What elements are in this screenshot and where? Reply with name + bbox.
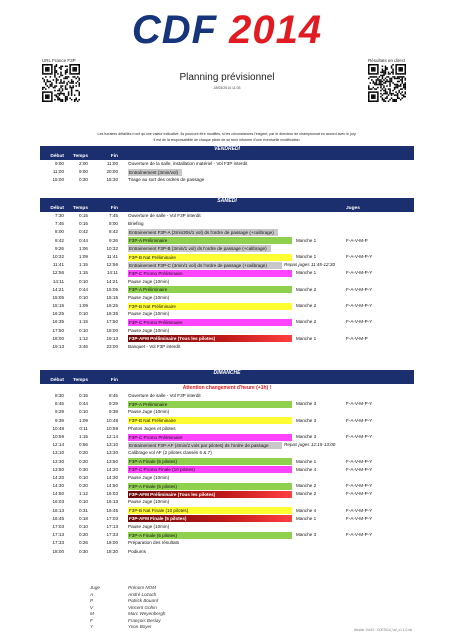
col-juges-label: Juges [346,206,360,211]
round-label: Manche 3 [296,532,317,538]
duration: 0:44 [79,286,88,292]
end-time: 11:41 [106,253,118,259]
end-time: 9:26 [109,237,118,243]
end-time: 14:50 [106,483,118,489]
column-header [40,377,414,384]
schedule-row [40,433,414,441]
qr-left-label: URL France F3P [42,58,76,63]
activity: F3P-AFM Finale (5 pilotes) [128,515,292,522]
judges-code: F-A-V-M-P-Y [346,319,373,325]
activity: Pause Juge (10min) [128,311,170,317]
activity: Préparation des résultats [128,540,180,546]
end-time: 9:29 [109,401,118,407]
duration: 1:15 [79,319,88,325]
duration: 0:20 [79,450,88,456]
schedule-row [40,507,414,515]
end-time: 10:59 [106,425,118,431]
end-time: 10:32 [106,245,118,251]
time-change-alert: Attention changement d'heure (+1h) ! [182,385,272,391]
col-debut-label: Début [50,378,64,383]
round-label: Manche 1 [296,270,317,276]
duration: 0:56 [79,442,88,448]
duration: 0:30 [79,548,88,554]
duration: 0:18 [79,515,88,521]
schedule-row [40,474,414,482]
activity: F3P-B Nat Finale (10 pilotes) [128,507,292,514]
start-time: 12:14 [52,442,64,448]
end-time: 12:14 [106,433,118,439]
col-temps-label: Temps [72,378,88,383]
start-time: 17:50 [52,327,64,333]
round-label: Manche 2 [296,286,317,292]
end-time: 11:00 [106,161,118,166]
end-time: 16:03 [106,491,118,497]
activity: F3P-C Promo Préliminaire [128,319,292,326]
start-time: 10:59 [52,433,64,439]
schedule-row [40,176,414,184]
activity: F3P-A Préliminaire [128,401,292,408]
duration: 3:46 [79,344,88,349]
activity: Pause Juge (10min) [128,524,170,529]
end-time: 20:00 [106,169,118,175]
judge-row [40,624,240,631]
end-time: 13:30 [106,450,118,456]
duration: 0:30 [79,177,88,183]
judge-key: Y [90,624,94,629]
activity: F3P-A Finale (5 pilotes) [128,458,292,465]
activity: Tirage au sort des ordres de passage [128,177,205,183]
schedule-row [40,253,414,261]
schedule-row [40,458,414,466]
end-time: 17:13 [106,524,118,529]
end-time: 15:30 [106,177,118,183]
start-time: 18:00 [52,335,64,341]
duration: 0:44 [79,401,88,407]
end-time: 15:05 [106,286,118,292]
judge-name: Patrick Bouard [128,598,159,603]
judges-code: F-A-V-M-P-Y [346,458,373,464]
start-time: 8:30 [55,393,64,398]
activity: Entrainement F3P-C (3min/1 vol) ds l'ordre de passage (+calibrage) [128,262,282,269]
start-time: 7:30 [55,213,64,218]
activity: Calibrage vol AF (2 pilotes classés 6 & 7) [128,450,212,456]
round-label: Manche 1 [296,237,317,243]
judges-code: F-A-V-M-P-Y [346,515,373,521]
duration: 1:15 [79,433,88,439]
round-label: Manche 4 [296,507,317,513]
schedule-row [40,327,414,335]
end-time: 14:30 [106,474,118,480]
duration: 0:20 [79,483,88,489]
end-time: 12:56 [106,262,118,268]
activity: Entrainement F3P-B (3min/1 vol) ds l'ordre de passage (+calibrage) [128,245,271,252]
round-label: Manche 2 [296,483,317,489]
duration: 0:11 [79,425,88,431]
end-time: 13:10 [106,442,118,448]
start-time: 9:39 [55,417,64,423]
start-time: 14:21 [52,286,64,292]
judge-key: P [90,598,94,603]
schedule-row [40,168,414,176]
end-time: 14:20 [106,466,118,472]
activity: F3P-B Nat Préliminaire [128,254,292,261]
end-time: 16:35 [106,311,118,317]
judge-name: Yvon Boyer [128,624,152,629]
round-label: Manche 3 [296,401,317,407]
duration: 0:31 [79,507,88,513]
judges-code: F-A-V-M-P [346,237,368,243]
start-time: 9:26 [55,245,64,251]
activity: Pause Juge (10min) [128,278,170,284]
activity: Briefing [128,221,144,227]
end-time: 17:03 [106,515,118,521]
duration: 0:20 [79,458,88,464]
schedule-row [40,294,414,302]
activity: Ouverture de salle - Vol F3P interdit [128,213,201,218]
duration: 0:10 [79,474,88,480]
activity: F3P-AFM Préliminaire (Tous les pilotes) [128,335,292,342]
end-time: 19:13 [106,335,118,341]
activity: F3P-A Préliminaire [128,237,292,244]
activity: Podiums [128,548,146,554]
duration: 0:10 [79,524,88,529]
judges-meal-note: Repas juges 11:45-12:30 [284,262,335,268]
col-temps-label: Temps [72,154,88,159]
schedule-row [40,228,414,236]
judges-code: F-A-V-M-P-Y [346,286,373,292]
col-debut-label: Début [50,206,64,211]
start-time: 13:50 [52,466,64,472]
duration: 0:15 [79,213,88,218]
col-fin-label: Fin [110,378,118,383]
judge-name: Marc Weyenbergh [128,611,166,616]
activity: F3P-A Finale (5 pilotes) [128,532,292,539]
judges-code: F-A-V-M-P-Y [346,532,373,538]
schedule-row [40,343,414,351]
activity: Photos Juges et pilotes [128,425,176,431]
start-time: 13:10 [52,450,64,456]
judges-code: F-A-V-M-P-Y [346,507,373,513]
schedule-row [40,425,414,433]
planning-title: Planning prévisionnel [179,72,275,83]
day-header: DIMANCHE [40,370,414,377]
start-time: 16:13 [52,507,64,513]
schedule-row [40,220,414,228]
judges-code: F-A-V-M-P-Y [346,433,373,439]
end-time: 17:33 [106,532,118,538]
disclaimer-line: Les horaires détaillés n'ont qu'une valeur indicative. Ils pourront être modifiés, si les circonstances l'exigent, par le directeur de championnat en accord avec le jury. [97,132,357,136]
end-time: 7:45 [109,213,118,218]
judge-key: F [90,617,93,623]
schedule-row [40,482,414,490]
round-label: Manche 4 [296,466,317,472]
judge-key: M [90,611,94,616]
start-time: 8:42 [55,237,64,243]
day-header: SAMEDI [40,198,414,205]
judge-name: François Beslay [128,617,161,623]
start-time: 16:03 [52,499,64,505]
schedule-row [40,318,414,326]
schedule-row [40,498,414,506]
activity: Entrainement F3P-A (3min30s/1 vol) ds l'ordre de passage (+calibrage) [128,229,278,236]
activity: Banquet - Vol F3P interdit [128,344,181,349]
title-year: 2014 [229,8,323,52]
day-header: VENDREDI [40,146,414,153]
start-time: 7:45 [55,221,64,227]
end-time: 18:30 [106,548,118,554]
duration: 1:12 [79,335,88,341]
duration: 0:42 [79,229,88,235]
activity: Ouverture de salle - Vol F3P interdit [128,393,201,398]
start-time: 8:00 [55,229,64,235]
activity: Pause Juge (10min) [128,294,170,300]
duration: 2:00 [79,161,88,166]
qr-code-left[interactable] [42,64,80,102]
start-time: 14:30 [52,483,64,489]
schedule-row [40,539,414,547]
col-temps-label: Temps [72,206,88,211]
activity: F3P-A Finale (5 pilotes) [128,483,292,490]
start-time: 16:25 [52,311,64,317]
activity: F3P-C Promo Préliminaire [128,270,292,277]
schedule-row [40,400,414,408]
end-time: 15:15 [106,294,118,300]
duration: 1:06 [79,245,88,251]
round-label: Manche 2 [296,303,317,309]
end-time: 17:50 [106,319,118,325]
activity: Pause Juge (10min) [128,474,170,480]
judges-meal-note: Repas juges 12:15-13:00 [284,442,336,448]
round-label: Manche 2 [296,491,317,497]
judge-key: A [90,591,94,597]
activity: Pause Juge (10min) [128,409,170,415]
judges-code: F-A-V-M-P-Y [346,466,373,472]
schedule-row [40,286,414,294]
schedule-row [40,278,414,286]
day-vendredi [40,146,414,185]
start-time: 15:15 [52,303,64,309]
activity: Entrainement F3P-AF (4min/2 vols par pilotes) ds l'ordre de passage [128,442,282,449]
activity: Pause Juge (10min) [128,327,170,333]
duration: 0:10 [79,327,88,333]
duration: 0:26 [79,540,88,546]
start-time: 14:11 [52,278,64,284]
activity: F3P-B Nat Préliminaire [128,417,292,424]
schedule-row [40,441,414,449]
start-time: 10:48 [52,425,64,431]
round-label: Manche 1 [296,458,317,464]
start-time: 15:00 [52,177,64,183]
day-dimanche [40,370,414,556]
activity: F3P-A Préliminaire [128,286,292,293]
column-header [40,153,414,160]
start-time: 9:00 [55,161,64,166]
start-time: 11:41 [52,262,64,268]
start-time: 15:05 [52,294,64,300]
end-time: 8:00 [109,221,118,227]
end-time: 9:39 [109,409,118,415]
start-time: 18:00 [52,548,64,554]
duration: 1:09 [79,253,88,259]
duration: 1:15 [79,262,88,268]
duration: 0:10 [79,294,88,300]
start-time: 17:33 [52,540,64,546]
duration: 1:15 [79,270,88,276]
schedule-row [40,212,414,220]
end-time: 8:42 [109,229,118,235]
judges-code: F-A-V-M-P-Y [346,303,373,309]
end-time: 23:00 [106,344,118,349]
col-fin-label: Fin [110,206,118,211]
judges-code: F-A-V-M-P [346,335,368,341]
col-debut-label: Début [50,154,64,159]
start-time: 17:03 [52,524,64,529]
start-time: 14:50 [52,491,64,497]
judges-code: F-A-V-M-P-Y [346,417,373,423]
qr-right-label: Résultats en direct [368,58,406,63]
start-time: 14:20 [52,474,64,480]
schedule-row [40,245,414,253]
title-cdf: CDF [131,8,218,52]
start-time: 16:35 [52,319,64,325]
judge-key: V [90,604,94,610]
start-time: 8:45 [55,401,64,407]
schedule-row [40,335,414,343]
schedule-row [40,417,414,425]
duration: 1:09 [79,417,88,423]
start-time: 9:29 [55,409,64,415]
duration: 0:10 [79,409,88,415]
schedule-row [40,237,414,245]
start-time: 13:30 [52,458,64,464]
end-time: 14:11 [106,270,118,276]
start-time: 17:13 [52,532,64,538]
schedule-row [40,548,414,556]
judge-key-header: Juge [90,585,100,590]
activity: F3P-C Promo Finale (10 pilotes) [128,466,292,473]
judges-code: F-A-V-M-P-Y [346,401,373,407]
duration: 0:10 [79,311,88,317]
activity: F3P-C Promo Préliminaire [128,434,292,441]
duration: 0:10 [79,278,88,284]
activity: F3P-B Nat Préliminaire [128,303,292,310]
duration: 1:09 [79,303,88,309]
disclaimer [40,132,414,143]
footer-version: Version 1/4/14 · CDF2014_Vol_v1.1.0.xls [353,628,412,632]
end-time: 8:45 [109,393,118,398]
disclaimer-line: Il est de la responsabilité de chaque pilote de se tenir informer d'une éventuelle modification. [153,137,301,142]
duration: 1:12 [79,491,88,497]
end-time: 16:45 [106,507,118,513]
round-label: Manche 3 [296,417,317,423]
end-time: 16:13 [106,499,118,505]
round-label: Manche 2 [296,319,317,325]
duration: 0:30 [79,466,88,472]
end-time: 18:00 [106,327,118,333]
judge-name: Vincent Gohin [128,604,157,610]
duration: 0:15 [79,393,88,398]
start-time: 11:00 [52,169,64,175]
start-time: 16:45 [52,515,64,521]
schedule-row [40,466,414,474]
round-label: Manche 3 [296,433,317,439]
judges-code: F-A-V-M-P-Y [346,270,373,276]
round-label: Manche 1 [296,253,317,259]
start-time: 10:32 [52,253,64,259]
activity: Entraînement (3min/vol) [128,169,182,176]
schedule-row [40,160,414,168]
judges-code: F-A-V-M-P-Y [346,253,373,259]
end-time: 13:50 [106,458,118,464]
duration: 9:00 [79,169,88,175]
schedule-row [40,523,414,531]
col-fin-label: Fin [110,154,118,159]
schedule-row [40,490,414,498]
duration: 0:15 [79,221,88,227]
event-title [0,8,454,52]
duration: 0:44 [79,237,88,243]
schedule-row [40,261,414,269]
judge-name: André Lozach [128,591,157,597]
activity: Pause Juge (10min) [128,499,170,505]
planning-date: 28/03/2014 11:03 [213,86,241,90]
schedule-row [40,310,414,318]
judges-code: F-A-V-M-P-Y [346,483,373,489]
schedule-row [40,408,414,416]
end-time: 16:25 [106,303,118,309]
end-time: 14:21 [106,278,118,284]
start-time: 12:56 [52,270,64,276]
judges-code: F-A-V-M-P-Y [346,491,373,497]
qr-code-right[interactable] [368,64,406,102]
schedule-row [40,531,414,539]
activity: Ouverture de la salle, installation matériel - Vol F3P interdit [128,161,248,166]
start-time: 19:13 [52,344,64,349]
activity: F3P-AFM Préliminaire (Tous les pilotes) [128,491,292,498]
schedule-row [40,302,414,310]
column-header [40,205,414,212]
schedule-row [40,392,414,400]
schedule-row [40,449,414,457]
schedule-row [40,515,414,523]
end-time: 10:48 [106,417,118,423]
end-time: 18:00 [106,540,118,546]
schedule-row [40,269,414,277]
round-label: Manche 1 [296,335,317,341]
judges-legend [40,585,240,631]
duration: 0:10 [79,499,88,505]
round-label: Manche 1 [296,515,317,521]
duration: 0:20 [79,532,88,538]
day-samedi [40,198,414,351]
judge-name-header: Prénom NOM [128,585,157,590]
